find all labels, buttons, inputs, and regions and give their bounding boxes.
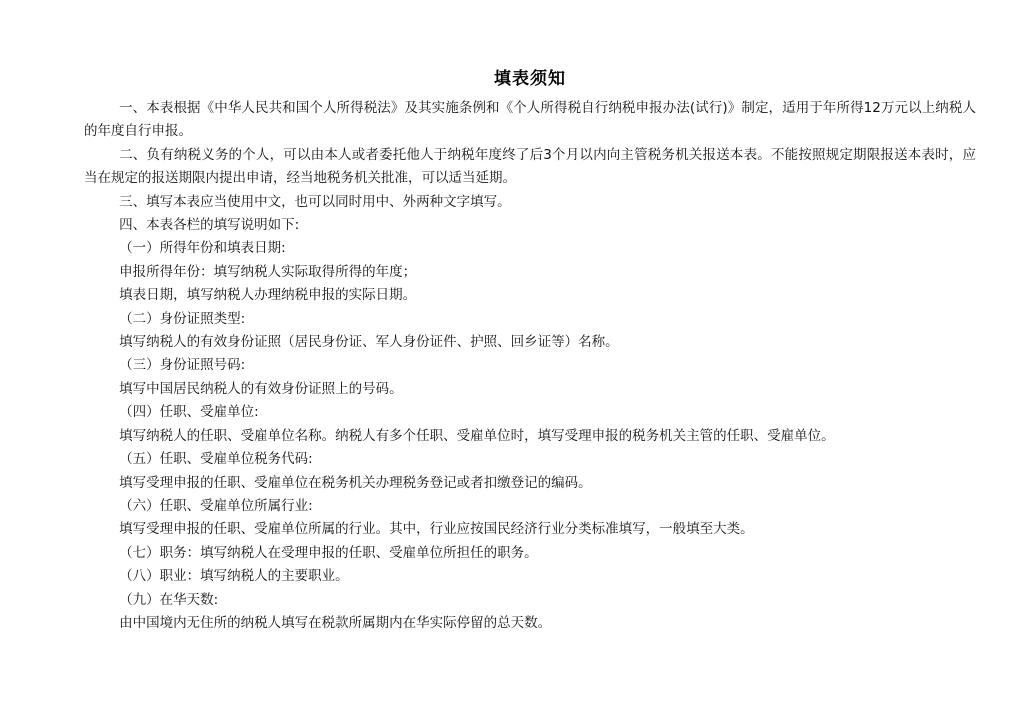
paragraph-11: 填写中国居民纳税人的有效身份证照上的号码。 [119,380,403,397]
paragraph-6: 申报所得年份：填写纳税人实际取得所得的年度； [119,263,417,280]
paragraph-21: 由中国境内无住所的纳税人填写在税款所属期内在华实际停留的总天数。 [119,614,552,631]
paragraph-7: 填表日期，填写纳税人办理纳税申报的实际日期。 [119,287,417,304]
paragraph-3: 三、填写本表应当使用中文，也可以同时用中、外两种文字填写。 [119,193,511,210]
paragraph-4: 四、本表各栏的填写说明如下: [119,217,300,234]
paragraph-10: （三）身份证照号码: [119,357,246,374]
paragraph-16: （六）任职、受雇单位所属行业: [119,497,313,514]
paragraph-14: （五）任职、受雇单位税务代码: [119,451,313,468]
document-body [84,97,976,635]
paragraph-20: （九）在华天数: [119,591,219,608]
paragraph-1: 一、本表根据《中华人民共和国个人所得税法》及其实施条例和《个人所得税自行纳税申报办法(试行)》制定，适用于年所得12万元以上纳税人的年度自行申报。 [84,100,976,140]
paragraph-17: 填写受理申报的任职、受雇单位所属的行业。其中，行业应按国民经济行业分类标准填写，一般填至大类。 [119,521,754,538]
paragraph-18: （七）职务：填写纳税人在受理申报的任职、受雇单位所担任的职务。 [119,544,538,561]
paragraph-19: （八）职业：填写纳税人的主要职业。 [119,568,349,585]
paragraph-13: 填写纳税人的任职、受雇单位名称。纳税人有多个任职、受雇单位时，填写受理申报的税务机关主管的任职、受雇单位。 [119,427,835,444]
paragraph-15: 填写受理申报的任职、受雇单位在税务机关办理税务登记或者扣缴登记的编码。 [119,474,592,491]
paragraph-2: 二、负有纳税义务的个人，可以由本人或者委托他人于纳税年度终了后3个月以内向主管税务机关报送本表。不能按照规定期限报送本表时，应当在规定的报送期限内提出申请，经当地税务机关批准，可以适当延期。 [84,146,976,187]
paragraph-12: （四）任职、受雇单位: [119,404,259,421]
paragraph-5: （一）所得年份和填表日期: [119,240,286,257]
document-title: 填表须知 [494,69,566,89]
paragraph-9: 填写纳税人的有效身份证照（居民身份证、军人身份证件、护照、回乡证等）名称。 [119,334,619,351]
paragraph-8: （二）身份证照类型: [119,310,246,327]
